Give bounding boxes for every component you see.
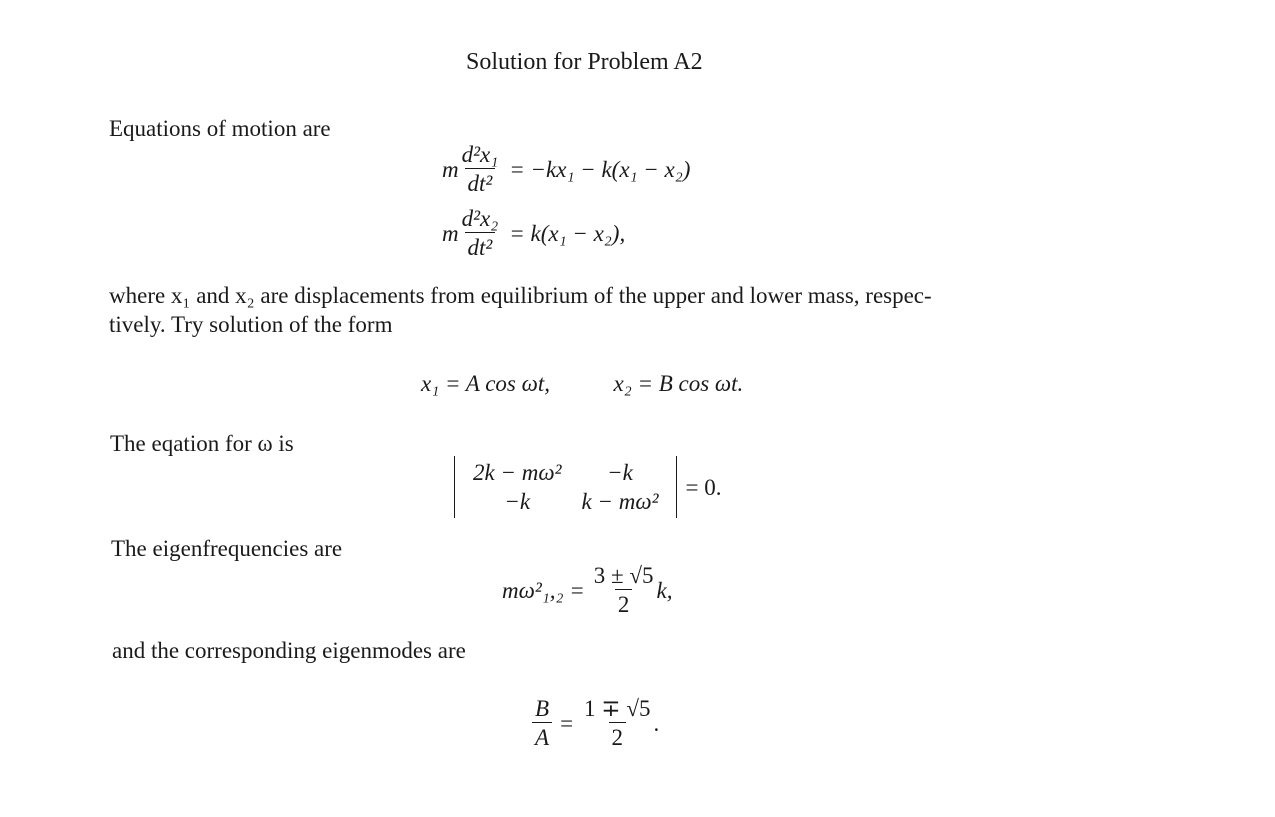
trial-solution bbox=[421, 372, 743, 395]
determinant-equation bbox=[454, 456, 721, 518]
trial-solution-x1: x₁ = A cos ωt, bbox=[421, 371, 550, 396]
eigenfrequency-intro: The eigenfrequencies are bbox=[111, 536, 343, 561]
eq1-mass: m bbox=[442, 156, 459, 182]
det-a12: −k bbox=[607, 460, 633, 485]
eigenfreq-denominator: 2 bbox=[615, 589, 633, 616]
eigenmode-tail: . bbox=[653, 710, 660, 736]
det-a21: −k bbox=[504, 489, 531, 514]
eq1-derivative bbox=[459, 143, 502, 195]
trial-solution-x2: x₂ = B cos ωt. bbox=[613, 371, 744, 396]
eigenmode-intro: and the corresponding eigenmodes are bbox=[112, 638, 466, 663]
eigenmode-ratio bbox=[532, 697, 552, 749]
omega-intro: The eqation for ω is bbox=[110, 431, 294, 456]
eigenmode-denominator: 2 bbox=[609, 722, 627, 749]
eq2-derivative bbox=[459, 207, 502, 259]
eq2-mass: m bbox=[442, 220, 459, 246]
eq1-denominator: dt² bbox=[465, 168, 496, 195]
eigenfreq-fraction bbox=[591, 564, 657, 616]
eigenfreq-numerator: 3 ± √5 bbox=[593, 563, 654, 588]
paragraph-line-2: tively. Try solution of the form bbox=[109, 312, 393, 337]
eq2-numerator: d²x₂ bbox=[461, 206, 499, 231]
det-a22: k − mω² bbox=[581, 489, 659, 514]
eq2-rhs: = k(x₁ − x₂), bbox=[509, 220, 626, 246]
eq1-numerator: d²x₁ bbox=[461, 142, 499, 167]
eigenfrequency-equation bbox=[502, 564, 672, 616]
page-title-text: Solution for Problem A2 bbox=[466, 49, 703, 75]
eigenmode-equation bbox=[532, 697, 659, 749]
eigenmode-ratio-numerator: B bbox=[535, 696, 550, 721]
paragraph-displacements bbox=[109, 281, 932, 339]
eigenmode-ratio-denominator: A bbox=[532, 722, 552, 749]
determinant-matrix bbox=[454, 456, 677, 518]
equation-motion-2 bbox=[442, 207, 625, 259]
det-a11: 2k − mω² bbox=[473, 460, 562, 485]
eigenmode-fraction bbox=[581, 697, 653, 749]
page-title bbox=[466, 50, 703, 74]
eigenfreq-tail: k, bbox=[656, 577, 673, 603]
det-rhs: = 0. bbox=[685, 474, 722, 500]
eq1-rhs: = −kx₁ − k(x₁ − x₂) bbox=[509, 156, 691, 182]
intro-text: Equations of motion are bbox=[109, 116, 331, 141]
paragraph-line-1: where x₁ and x₂ are displacements from equilibrium of the upper and lower mass, respec- bbox=[109, 283, 932, 308]
eigenmode-equals: = bbox=[560, 710, 574, 736]
eigenmode-numerator: 1 ∓ √5 bbox=[584, 696, 651, 721]
eq2-denominator: dt² bbox=[465, 232, 496, 259]
eigenfreq-lhs: mω²₁,₂ = bbox=[502, 577, 585, 603]
equation-motion-1 bbox=[442, 143, 690, 195]
